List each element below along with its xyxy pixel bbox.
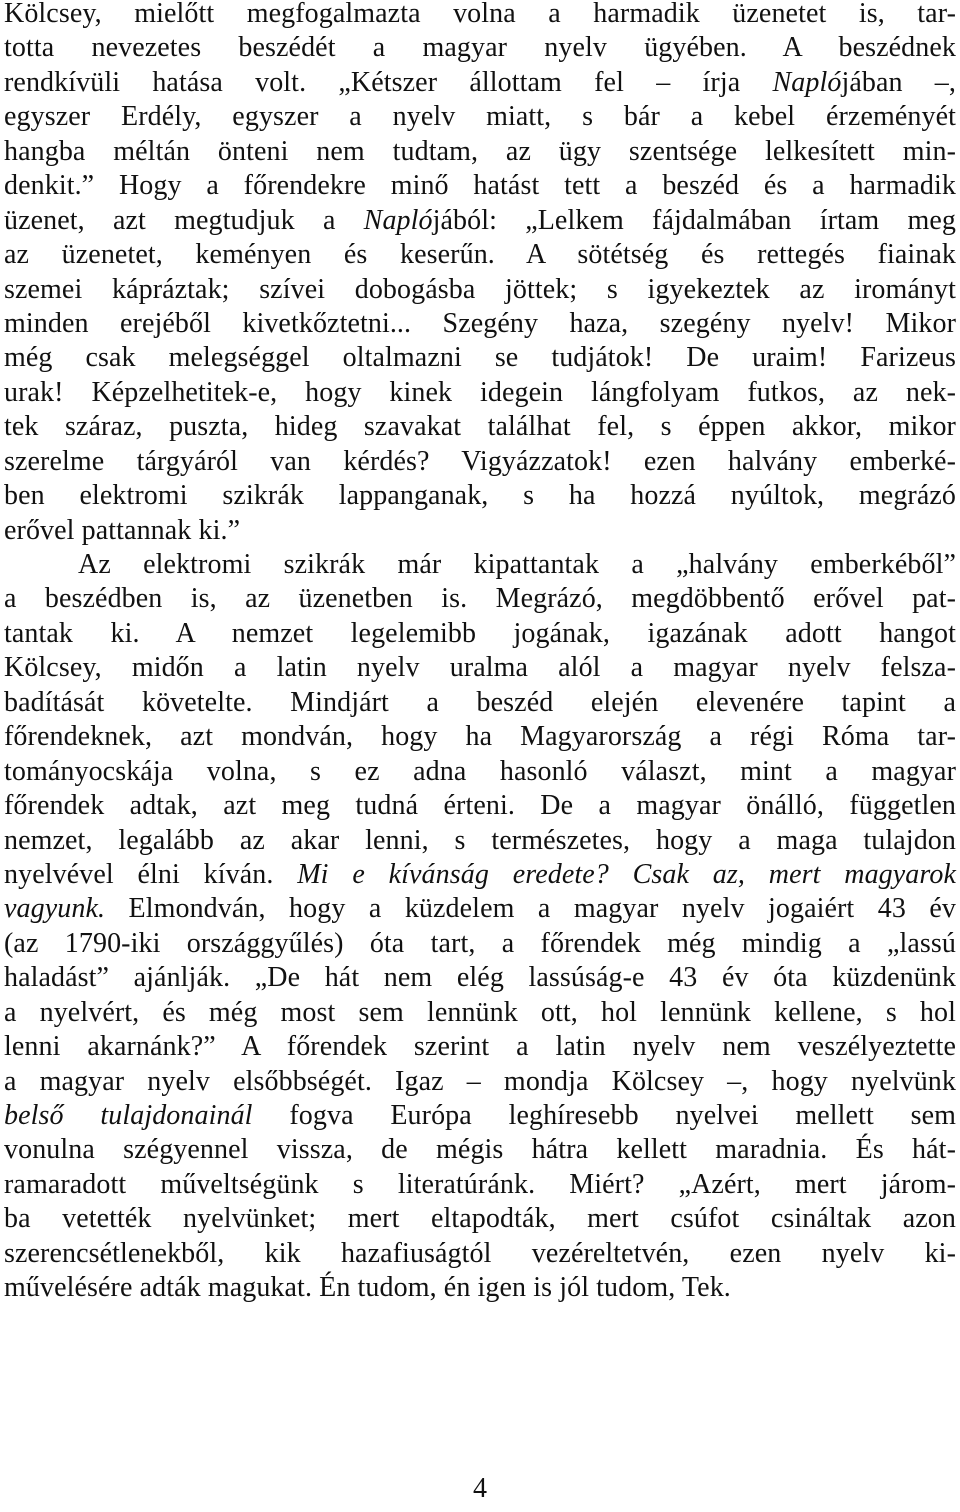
text-line [4, 238, 956, 272]
text-run: még csak melegséggel oltalmazni se tudjátok! De uraim! Farizeus [4, 342, 956, 374]
text-run: Elmondván, hogy a küzdelem a magyar nyelv jogaiért 43 év [105, 893, 956, 925]
text-line [4, 445, 956, 479]
text-run: urak! Képzelhetitek-e, hogy kinek idegein lángfolyam futkos, az nek- [4, 376, 956, 408]
text-line [4, 582, 956, 616]
italic-run: belső tulajdonainál [4, 1100, 253, 1131]
text-line [4, 204, 956, 238]
text-run: szerencsétlenekből, kik hazafiuságtól vezéreltetvén, ezen nyelv ki- [4, 1237, 956, 1269]
text-line [4, 996, 956, 1030]
italic-run: Mi e kívánság eredete? Csak az, mert magyarok [297, 858, 956, 890]
text-line [4, 1271, 956, 1305]
text-run: a beszédben is, az üzenetben is. Megrázó, megdöbbentő erővel pat- [4, 583, 956, 615]
text-line [4, 651, 956, 685]
text-line [4, 376, 956, 410]
text-line [4, 617, 956, 651]
text-run: tek száraz, puszta, hideg szavakat találhat fel, s éppen akkor, mikor [4, 411, 956, 443]
text-run: minden erejéből kivetkőztetni... Szegény haza, szegény nyelv! Mikor [4, 307, 956, 339]
text-line [4, 1202, 956, 1236]
text-run: nemzet, legalább az akar lenni, s természetes, hogy a maga tulajdon [4, 824, 956, 856]
text-run: jában –, [841, 66, 957, 98]
italic-run: Napló [363, 204, 433, 236]
text-run: szemei kápráztak; szívei dobogásba jöttek; s igyekeztek az irományt [4, 273, 956, 305]
text-run: vonulna szégyennel vissza, de mégis hátra kellett maradnia. És hát- [4, 1134, 956, 1166]
text-run: művelésére adták magukat. Én tudom, én igen is jól tudom, Tek. [4, 1272, 731, 1304]
text-run: főrendek adtak, azt meg tudná érteni. De a magyar önálló, független [4, 790, 956, 822]
italic-run: Napló [772, 66, 842, 98]
text-line [4, 1133, 956, 1167]
italic-run: vagyunk. [4, 893, 106, 925]
text-line [4, 273, 956, 307]
text-run: haladást” ajánlják. „De hát nem elég lassúság-e 43 év óta küzdenünk [4, 962, 956, 994]
text-line [4, 341, 956, 375]
text-line [4, 479, 956, 513]
page-number: 4 [473, 1473, 487, 1504]
text-run: (az 1790-iki országgyűlés) óta tart, a főrendek még mindig a „lassú [4, 927, 956, 959]
text-line [4, 100, 956, 134]
text-line [4, 858, 956, 892]
text-run: fogva Európa leghíresebb nyelvei mellett sem [252, 1100, 956, 1131]
text-line [4, 1168, 956, 1202]
text-line [4, 1237, 956, 1271]
text-run: lenni akarnánk?” A főrendek szerint a latin nyelv nem veszélyeztette [4, 1031, 956, 1063]
paragraph [4, 548, 956, 1306]
text-line [4, 824, 956, 858]
text-run: egyszer Erdély, egyszer a nyelv miatt, s bár a kebel érzeményét [4, 101, 956, 133]
text-run: a magyar nyelv elsőbbségét. Igaz – mondja Kölcsey –, hogy nyelvünk [4, 1065, 956, 1097]
text-run: badítását követelte. Mindjárt a beszéd elején elevenére tapint a [4, 686, 956, 718]
text-run: rendkívüli hatása volt. „Kétszer állottam fel – írja [4, 66, 773, 98]
text-run: főrendeknek, azt mondván, hogy ha Magyarország a régi Róma tar- [4, 721, 956, 753]
text-run: hangba méltán önteni nem tudtam, az ügy szentsége lelkesített min- [4, 135, 956, 167]
text-run: ramaradott műveltségünk s literatúránk. Miért? „Azért, mert járom- [4, 1168, 956, 1200]
text-run: denkit.” Hogy a főrendekre minő hatást tett a beszéd és a harmadik [4, 170, 956, 202]
text-line [4, 720, 956, 754]
text-run: totta nevezetes beszédét a magyar nyelv ügyében. A beszédnek [4, 32, 956, 64]
paragraph [4, 0, 956, 548]
text-line [4, 1065, 956, 1099]
text-line [4, 892, 956, 926]
text-run: erővel pattannak ki.” [4, 514, 241, 546]
text-run: ben elektromi szikrák lappanganak, s ha hozzá nyúltok, megrázó [4, 480, 956, 512]
text-run: nyelvével élni kíván. [4, 858, 298, 890]
text-line [4, 0, 956, 31]
text-line [4, 307, 956, 341]
text-run: jából: „Lelkem fájdalmában írtam meg [432, 204, 956, 236]
text-run: tományocskája volna, s ez adna hasonló választ, mint a magyar [4, 755, 956, 787]
document-page [4, 0, 956, 1512]
text-line [4, 169, 956, 203]
text-line [4, 135, 956, 169]
text-line [4, 686, 956, 720]
text-run: Kölcsey, mielőtt megfogalmazta volna a harmadik üzenetet is, tar- [4, 0, 956, 29]
text-line [4, 789, 956, 823]
text-line [4, 755, 956, 789]
text-line [4, 514, 956, 548]
text-line [4, 548, 956, 582]
text-line [4, 410, 956, 444]
text-run: az üzenetet, keményen és keserűn. A sötétség és rettegés fiainak [4, 239, 956, 271]
text-line [4, 66, 956, 100]
text-run: Az elektromi szikrák már kipattantak a „halvány emberkéből” [78, 549, 956, 580]
text-run: a nyelvért, és még most sem lennünk ott, hol lennünk kellene, s hol [4, 996, 956, 1028]
text-run: szerelme tárgyáról van kérdés? Vigyázzatok! ezen halvány emberké- [4, 445, 956, 477]
text-line [4, 31, 956, 65]
text-run: tantak ki. A nemzet legelemibb jogának, igazának adott hangot [4, 617, 956, 649]
text-run: ba vetették nyelvünket; mert eltapodták, mert csúfot csináltak azon [4, 1203, 956, 1235]
text-run: Kölcsey, midőn a latin nyelv uralma alól a magyar nyelv felsza- [4, 652, 956, 684]
text-line [4, 1030, 956, 1064]
body-text [4, 0, 956, 1306]
text-line [4, 927, 956, 961]
text-run: üzenet, azt megtudjuk a [4, 204, 364, 236]
text-line [4, 961, 956, 995]
text-line [4, 1099, 956, 1133]
